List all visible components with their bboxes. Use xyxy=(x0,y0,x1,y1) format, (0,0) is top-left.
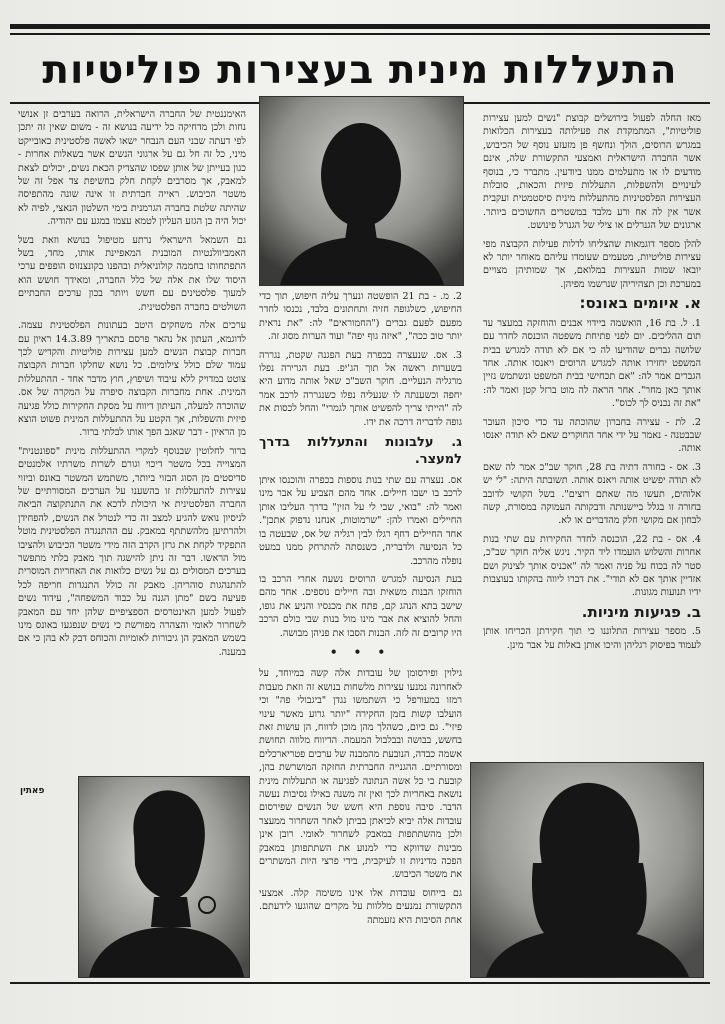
paragraph: גם בייחוס עובדות אלו אינו משימה קלה. אמצעי התקשורת נמנעים מללוות על מקרים שהוגעו לידעתם. אחת הסיבות היא נזעמתה xyxy=(259,887,462,926)
bottom-rule xyxy=(10,982,710,984)
silhouette-image xyxy=(471,763,703,977)
section-heading: ב. פגיעות מיניות. xyxy=(581,602,701,621)
top-thin-rule xyxy=(10,33,710,35)
paragraph: בעת הנסיעה למגרש הרוסים נשעה אחרי הרכב בו הוחזקו הבנות משאית ובה חיילים נוספים. אחד מהם שישב בתא הנהג קם, פתח את מכנסיו והניע את גופו, והחל להוציא את אבר מינו מול בנות שבי כולם הרכב היו קרובים זה לזה. הבנות הסבו את פניהן מבושה. xyxy=(259,573,462,639)
paragraph: גם השמאל הישראלי נרתע מטיפול בנושא וזאת בשל האמביוולנטיות המובנית המאפיינת אותו, מחד, בשל התפתחותו בחממה קולוניאלית ובהפנו בקונצנזוס הופפים ערכי היסוד שלו את אלה של כלל החברה, ומאידך חושש הוא למעוך פלסטינים עם חשש ויותר בכון ערכים החבתיים השולטים בחברה הפלסטינית. xyxy=(18,234,246,313)
page-title: התעללות מינית בעצירות פוליטיות xyxy=(42,48,678,93)
silhouette-image xyxy=(260,97,463,285)
paragraph: מאז החלה לפעול בירושלים קבוצת "נשים למען עצירות פוליטיות", המתמקדת את פעילותה בעצירות הכלואות במגרש הרוסים, הולך ונחשף פן מזעזע נוסף של הכיבוש, אשר החברה הישראלית ואמצעי התקשורת שלה, אינם מודעים לו או מתעלמים ממנו ביודעין. מתברר כי, בנוסף לעינויים ולהשפלות, התעללות פיזית והכאות, סובלות העצירות הפלסטיניות מהתעללות מינית סיסטמטית ועקבית אשר אין לה אח ורע מלבד במשטרים החשוכים ביותר. ארגונים של הגנרלים או צילי של הגנרל פינושט. xyxy=(483,113,701,232)
paragraph: 3. אס. שנעצרה בכפרה בעת הפגנה שקטת, נגררה בשערות ראשה אל תוך הג'יפ. בעת הגרירה נפלו מרגליה הנעליים. חוקר השב"כ שאל אותה מדוע היא יחפה וכשענתה לו שנעליה נפלו כשנגררה לרכב אמר לה "הייתי צריך להפשיט אותך לגמרי" והחל לכסות את גופה לדבריה דרכה את ידו. xyxy=(259,349,462,428)
paragraph: האימננטית של החברה הישראלית, הרואה בערבים זן אנושי נחות ולכן מדחיקה כל ידיעה בנושא זה - משום שאין זה יתכן לפי דעתה שבני העם הנבחר ישאו לאשה פלסטינית כאובייקט מיני, כל זה חל גם על ארגוני הנשים אשר בשאלות אחרות - כגון בעייתן של אותן שפסו שהצדיק הכאת נשים, יכולים לצאת למאבק, אך מסרבים לקחת חלק בחשיפת צד אפל זה של משטר הכיבוש. ראייה חברתית זו אינה שונה מהתפיסה שהיתה שלטת בחברה הגרמנית בימי השלטון הנאצי, לפיה לא יכול היה בן הגזע העליון לטמא עצמו במגע עם יהודיה. xyxy=(18,109,246,228)
paragraph: אס. נעצרה עם שתי בנות נוספות בכפרה והוכנסו איתן לרכב בו ישבו חיילים. אחד מהם הצביע על אבר מינו ואמר לה: "בואי, שבי לי על הזין" בדרך העליבו אותן החיילים ואמרו להן: "שרמוטות, אנחנו נדפוק אתכן". אחד החיילים דחף רגלו לבין רגליה של אס, שבעטה בו כל הנסיעה ולדבריה, כשנסתה להתרחק ממנו במעט נופלה מהרכב. xyxy=(259,475,462,567)
paragraph: 3. אס - בחורה דתיה בת 28, חוקר שב"כ אמר לה שאם לא תודה יפשיט אותה ויאנס אותה. תשובתה היתה: "לי יש אלוהים, תעשו מה שאתם רוצים". בשל הקושי לדובב בחורה זו בגלל ביישנותה ודבקותה העמוקה במסורת, קשה לבחון אם מקושי חלק מהדברים או לא. xyxy=(483,461,701,527)
silhouette-image xyxy=(79,777,249,977)
paragraph: 1. ל. בת 16, הואשמה ביידוי אבנים והוחזקה במעצר עד תום ההליכים. יום לפני פתיחת משפטה הוכנסה לחדר עם שלושה גברים שהודיעו לה כי אם לא תודה למגרש בבית המשפט יחזירו אותה למגרש הרוסים ויאנסו אותה. אחד הגברים אמר לה: "אם תכחישי בבית המשפט ונשתמש נזיין אותך כאן מחר". אחר הראה לה מוט ברזל קטן ואמר לה: "את זה נכניס לך לכוס". xyxy=(483,317,701,410)
left-column xyxy=(18,108,246,768)
paragraph: 5. מספר עצירות התלוננו כי תוך חקירתן הכריחו אותן לעמוד בפיסוק רגליהן והיכו אותן באלות על אבר מינן. xyxy=(483,626,701,651)
top-rule xyxy=(10,24,710,29)
photo-caption: 2. מ. - בת 21 הופשטה ונערך עליה חיפוש, תוך כדי החיפוש, כשלגופה חזיה ותחתונים בלבד, נכנסו לחדר מפעם לפעם גברים ("החמוראים" לה: "את נראית יותר טוב ככה", "איזה גוף יפה" ועוד הערות מסוג זה. xyxy=(259,291,462,343)
portrait-photo-left xyxy=(78,776,250,978)
middle-column xyxy=(259,290,462,966)
paragraph: להלן מספר דוגמאות שהצליחו לדלות פעילות הקבוצה מפי עצירות פוליטיות, מטעמים שעומדו עליהם מאוחר יותר לא יובאו שמות העצירות במלואם, אך שמותיהן מצויים במערכת וכן תצהיריהן שנרשמו מפיהן. xyxy=(483,238,701,290)
photo-credit: פאתין xyxy=(20,786,45,796)
right-column xyxy=(483,112,701,766)
paragraph: ברור לחלוטין שבנוסף למקרי ההתעללות מינית "ספונטנית" המצוייה בכל משטר דיכוי וגורם לשרות משרתיו אלמנטים סדיסטים מן הסוג הבזוי ביותר, משתמש המשטר באונס וביזוי עצירות להתעללות זו בהשענו על הערכים המסורתיים של החברה הפלסטינית אי היכולת לדכא את התנתקוצה הביאה לניסיון נואש להגיע למצב זה כדי לנטרל את הנשים, להפחידן ולהרתיען מלהשתתף במאבק. עם ההתנגדה הפלסטינית מוטל התפקיד לקחת את גרזן הקרב הזה מידי משטר הכיבוש ולהציבו מול הראשו. דבר זה ניתן להישגה תוך מאבק בלתי מתפשר בערכים המסולים גם על נשים כלואות את האחריות המוסרית להתנהגות סוהריהן. מאבק זה כולל התנגדות חריפה לכל פעיעה בשם "מתן הגנה על כבוד המשפחה", עידוד נשים לפעול למען האינטרסים הספציפיים שלהן יחד עם המאבק לשחרור לאומי והצהרה מפורשת כי נשים שנפגעו באונס מינו בשמש המאבק הן גיבורות לאומיות והכוחס דבק לא בהן כי אם במענה. xyxy=(18,445,246,658)
paragraph: גילוין ופירסומן של עובדות אלה קשה במיוחד, על לאחרונה נמנעו עצירות מלשחות בנושא זה וזאת מעבות רמזו במעורפל כי השתמשו נגדן "ביגבולי פה" וכי הועלבו קשות בזמן החקירה "יותר גרוע מאשר עינוי פיזי". גם כיום, כשהלך מהן מוכן לדווח, הן עושות זאת בחשש, בבושה ובבלבול המעמה. הדיווח מלווה תחושת אשמה כבדה, הנובעת מהמבנה של ערכים פטריארכלים ומסורתיים. ההגנייה החברתית החזקה המושרשת בהן, קובעת כי כל אשה הנתונה לפגיעה או התעללות מינית נושאת באחריות לכך ואין זה משנה באילו נסיבות נעשה הדבר. סיבה נוספת היא חשש של הנשים שפירסום עובדות אלה יביא לכיאתן בביתן לאחר השחרור ממעצר ולכן מהשתתפות במאבק לשחרור לאומי. רובן אינן מבינות שדווקא כדי למנוע את השתתפותן במאבק הפכה מדיניות זו לעיקבית, בידי פרצי היות המשתרים את משטר הכיבוש. xyxy=(259,668,462,881)
paragraph: 2. לת - עצירה בחברון שהוכתה עד כדי סיכון העובר שבבטנה - נאמר על ידי אחד החוקרים שאם לא תודה יאנסו אותה. xyxy=(483,416,701,455)
section-heading: ג. עלבונות והתעללות בדרך למעצר. xyxy=(259,435,462,468)
portrait-photo-middle xyxy=(259,96,464,286)
paragraph: 4. אס - בת 22, הוכנסה לחדר החקירות עם שתי בנות אחרות והשלוש הועמדו ליד הקיר. ניגש אליה חוקר שב"כ, סטר לה בכוח על פניה ואמר לה "אכניס אותך לצינוק ושם אזדיין אותך אם לא תודי". את דברו ליווה בהקותו בעוצבות ידיו תנועות מגונות. xyxy=(483,533,701,599)
section-heading: א. איומים באונס: xyxy=(579,294,701,313)
portrait-photo-right xyxy=(470,762,704,978)
separator-dots: • • • xyxy=(329,644,392,659)
paragraph: ערכים אלה משחקים היטב בעתונות הפלסטינית עצמה. לדוגמא, העתון אל נהאר פרסם בתאריך 14.3.89 ראיון עם חברות קבוצת הנשים למען עצירות פוליטיות והקדיש לכך עמוד שלם כולל צילומים. כל נושא שחלקו חברות הקבוצה צוטט במדויק ללא עיבוד ושיפוץ, חוץ מדבר אחד - ההתעללות המינית. אחת מחברות הקבוצה סיפרה על המקרה של אס. שהוכרה למעלה, העיתון דיווח על מסקת החקירות כולל פגיעה פיזית והשפלות, אך הקטע על ההתעללות המינית פשוט הוצא מן הראיון - דבר שאגב הפך אותו לבלתי ברור. xyxy=(18,320,246,439)
